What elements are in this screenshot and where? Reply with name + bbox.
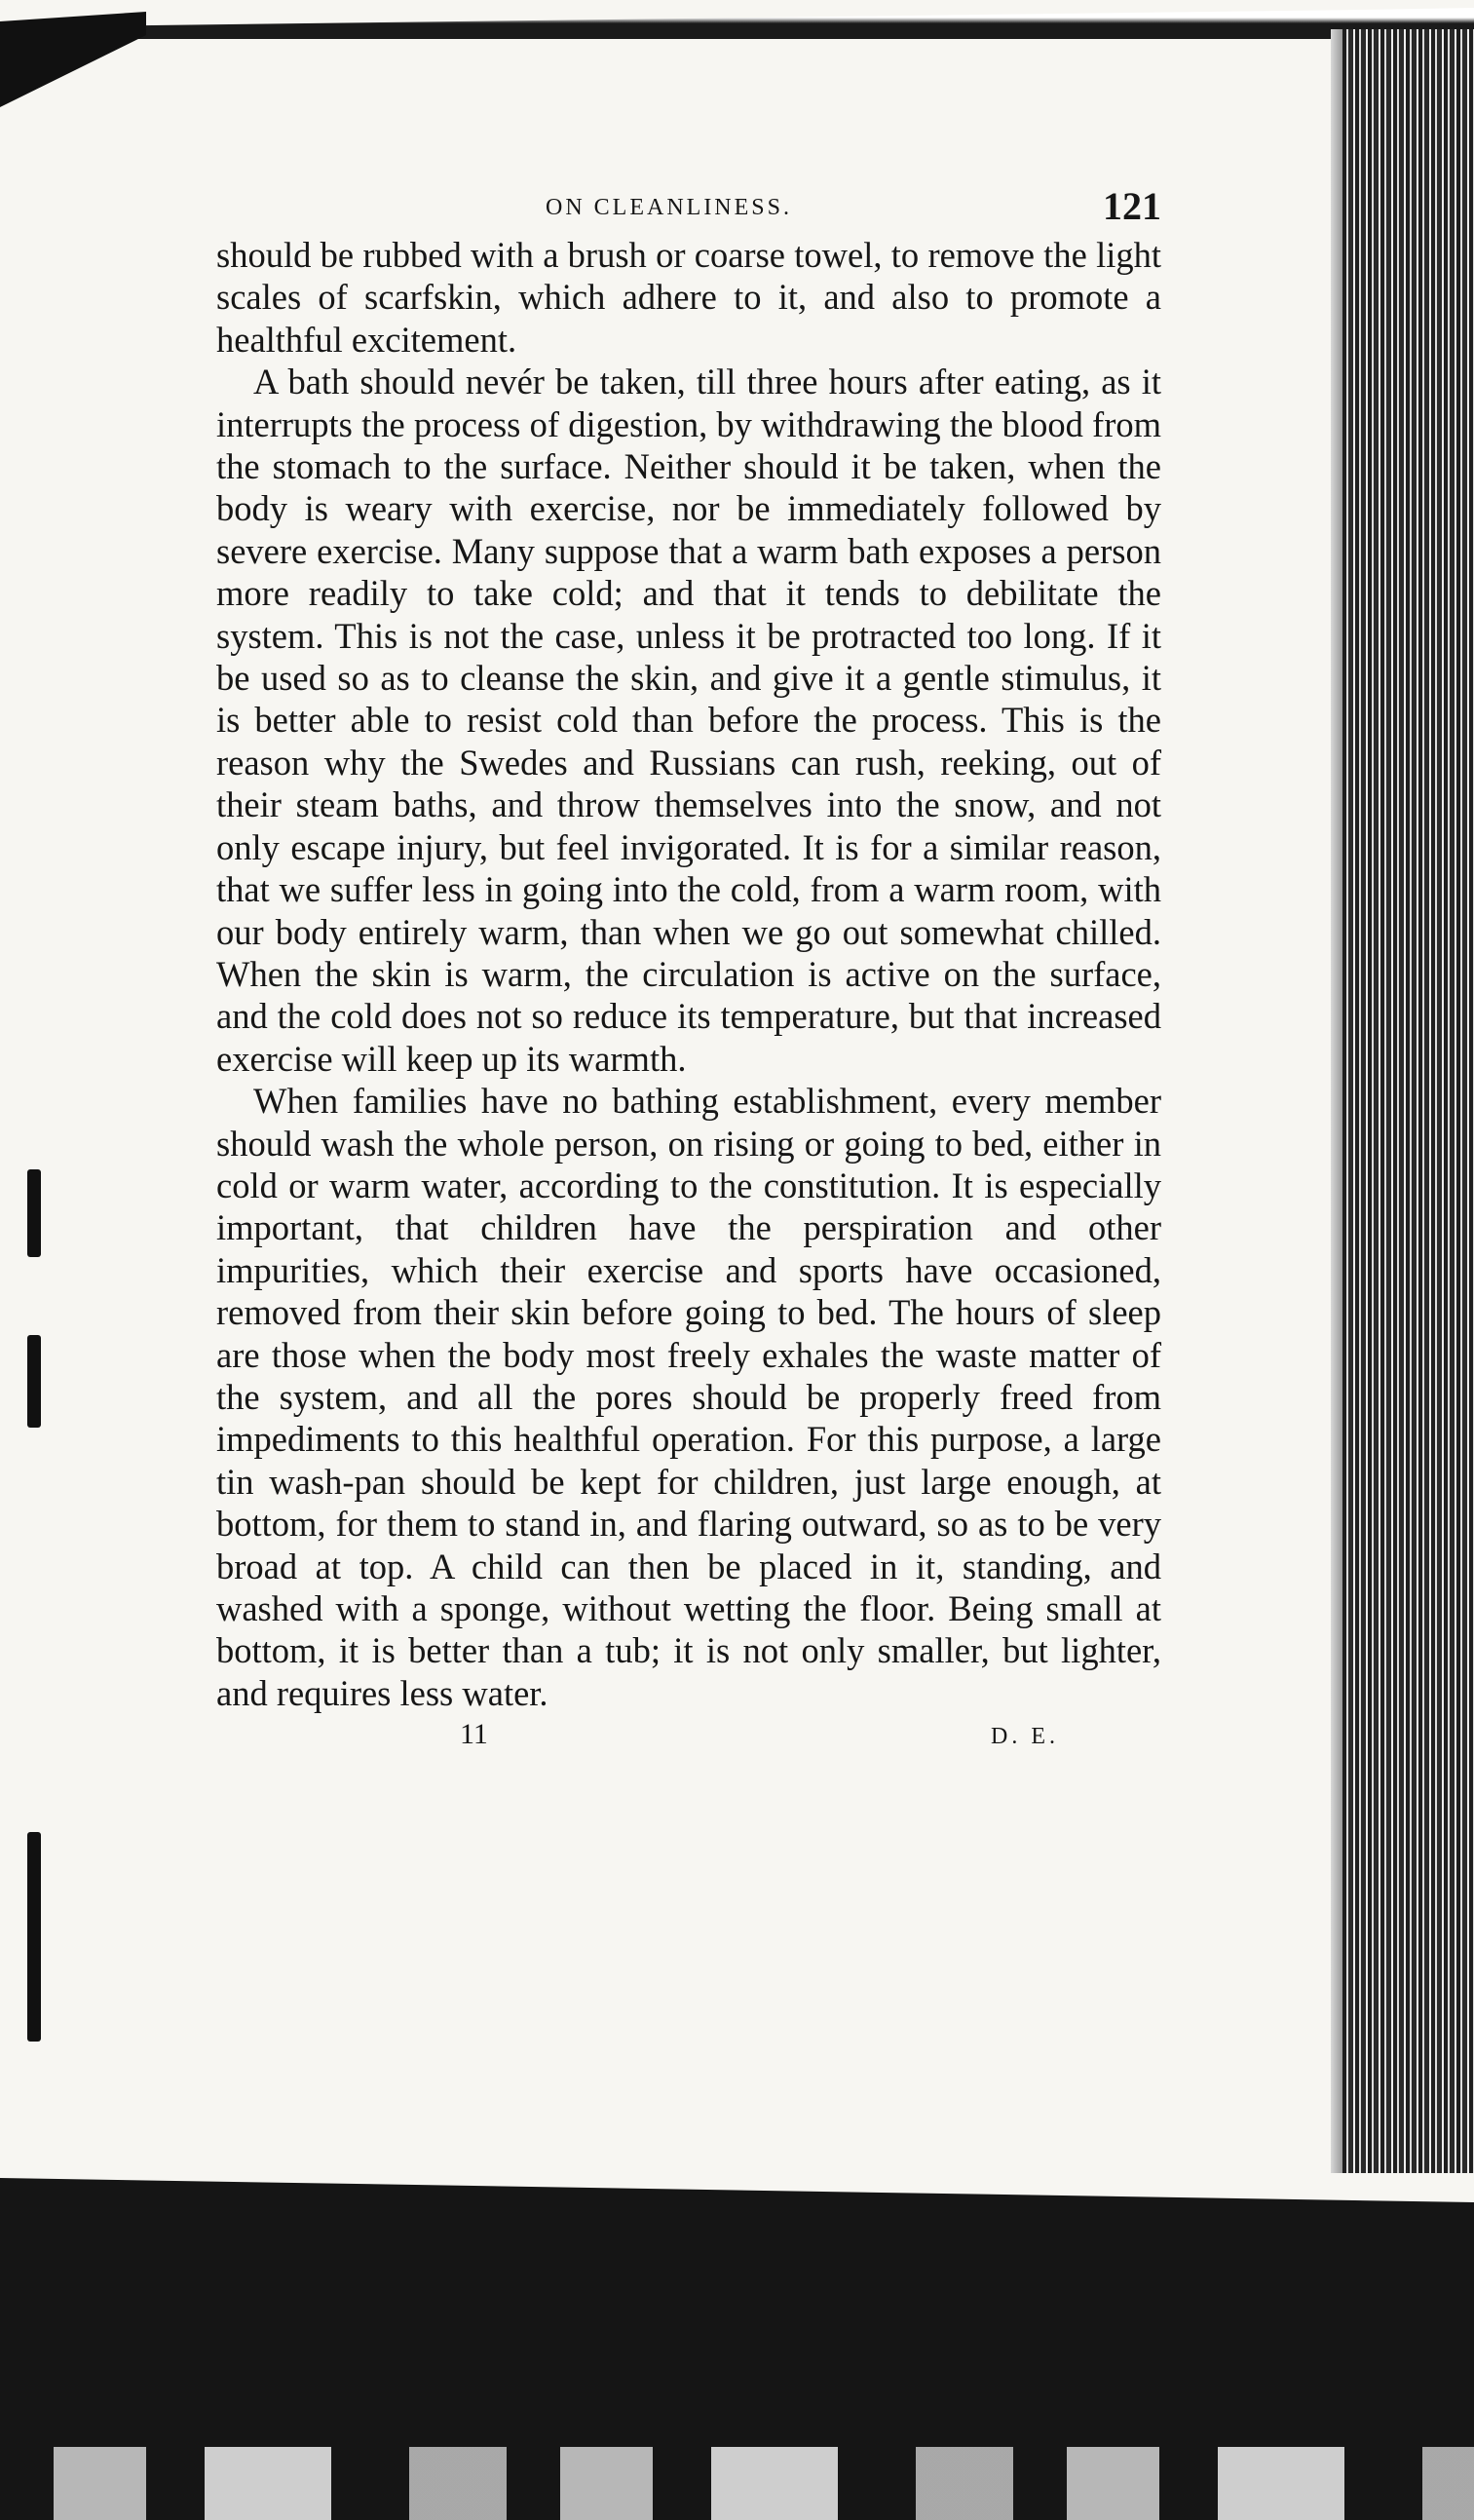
scan-corner-shadow <box>0 0 146 107</box>
scan-margin-mark <box>27 1169 41 1257</box>
scan-top-border <box>0 0 1474 39</box>
page-edge-shadow <box>1331 29 1342 2173</box>
paragraph: A bath should nevér be taken, till three hours after eating, as it interrupts the process of digestion, by withdrawing the blood from the stomach to the surface. Neither should it be taken, when the body is weary with exercise, nor be immediately followed by severe exercise. Many suppose that a warm bath exposes a person more readily to take cold; and that it tends to debilitate the system. This is not the case, unless it be protracted too long. If it be used so as to cleanse the skin, and give it a gentle stimulus, it is better able to resist cold than before the process. This is the reason why the Swedes and Russians can rush, reeking, out of their steam baths, and throw themselves into the snow, and not only escape injury, but feel invigorated. It is for a similar reason, that we suffer less in going into the cold, from a warm room, with our body entirely warm, than when we go out somewhat chilled. When the skin is warm, the circulation is active on the surface, and the cold does not so reduce its temperature, but that increased exercise will keep up its warmth. <box>216 362 1161 1079</box>
scan-margin-mark <box>27 1335 41 1428</box>
body-text <box>216 234 1161 1714</box>
paragraph: When families have no bathing establishment, every member should wash the whole person, on rising or going to bed, either in cold or warm water, according to the constitution. It is especially important, that children have the perspiration and other impurities, which their exercise and sports have occasioned, removed from their skin before going to bed. The hours of sleep are those when the body most freely exhales the waste matter of the system, and all the pores should be properly freed from impediments to this healthful operation. For this purpose, a large tin wash-pan should be kept for children, just large enough, at bottom, for them to stand in, and flaring outward, so as to be very broad at top. A child can then be placed in it, standing, and washed with a sponge, without wetting the floor. Being small at bottom, it is better than a tub; it is not only smaller, but lighter, and requires less water. <box>216 1081 1161 1713</box>
book-page <box>216 175 1161 1767</box>
scan-margin-mark <box>27 1832 41 2042</box>
page-footer <box>216 1718 1161 1767</box>
scan-bottom-strip <box>0 2447 1474 2520</box>
book-page-edges <box>1342 29 1474 2173</box>
page-number: 121 <box>1103 184 1161 228</box>
running-head <box>216 175 1161 234</box>
signature-mark: 11 <box>460 1718 488 1751</box>
paragraph: should be rubbed with a brush or coarse towel, to remove the light scales of scarfskin, which adhere to it, and also to promote a healthful excitement. <box>216 235 1161 360</box>
author-initials: D. E. <box>991 1724 1059 1750</box>
running-title: ON CLEANLINESS. <box>546 195 792 220</box>
